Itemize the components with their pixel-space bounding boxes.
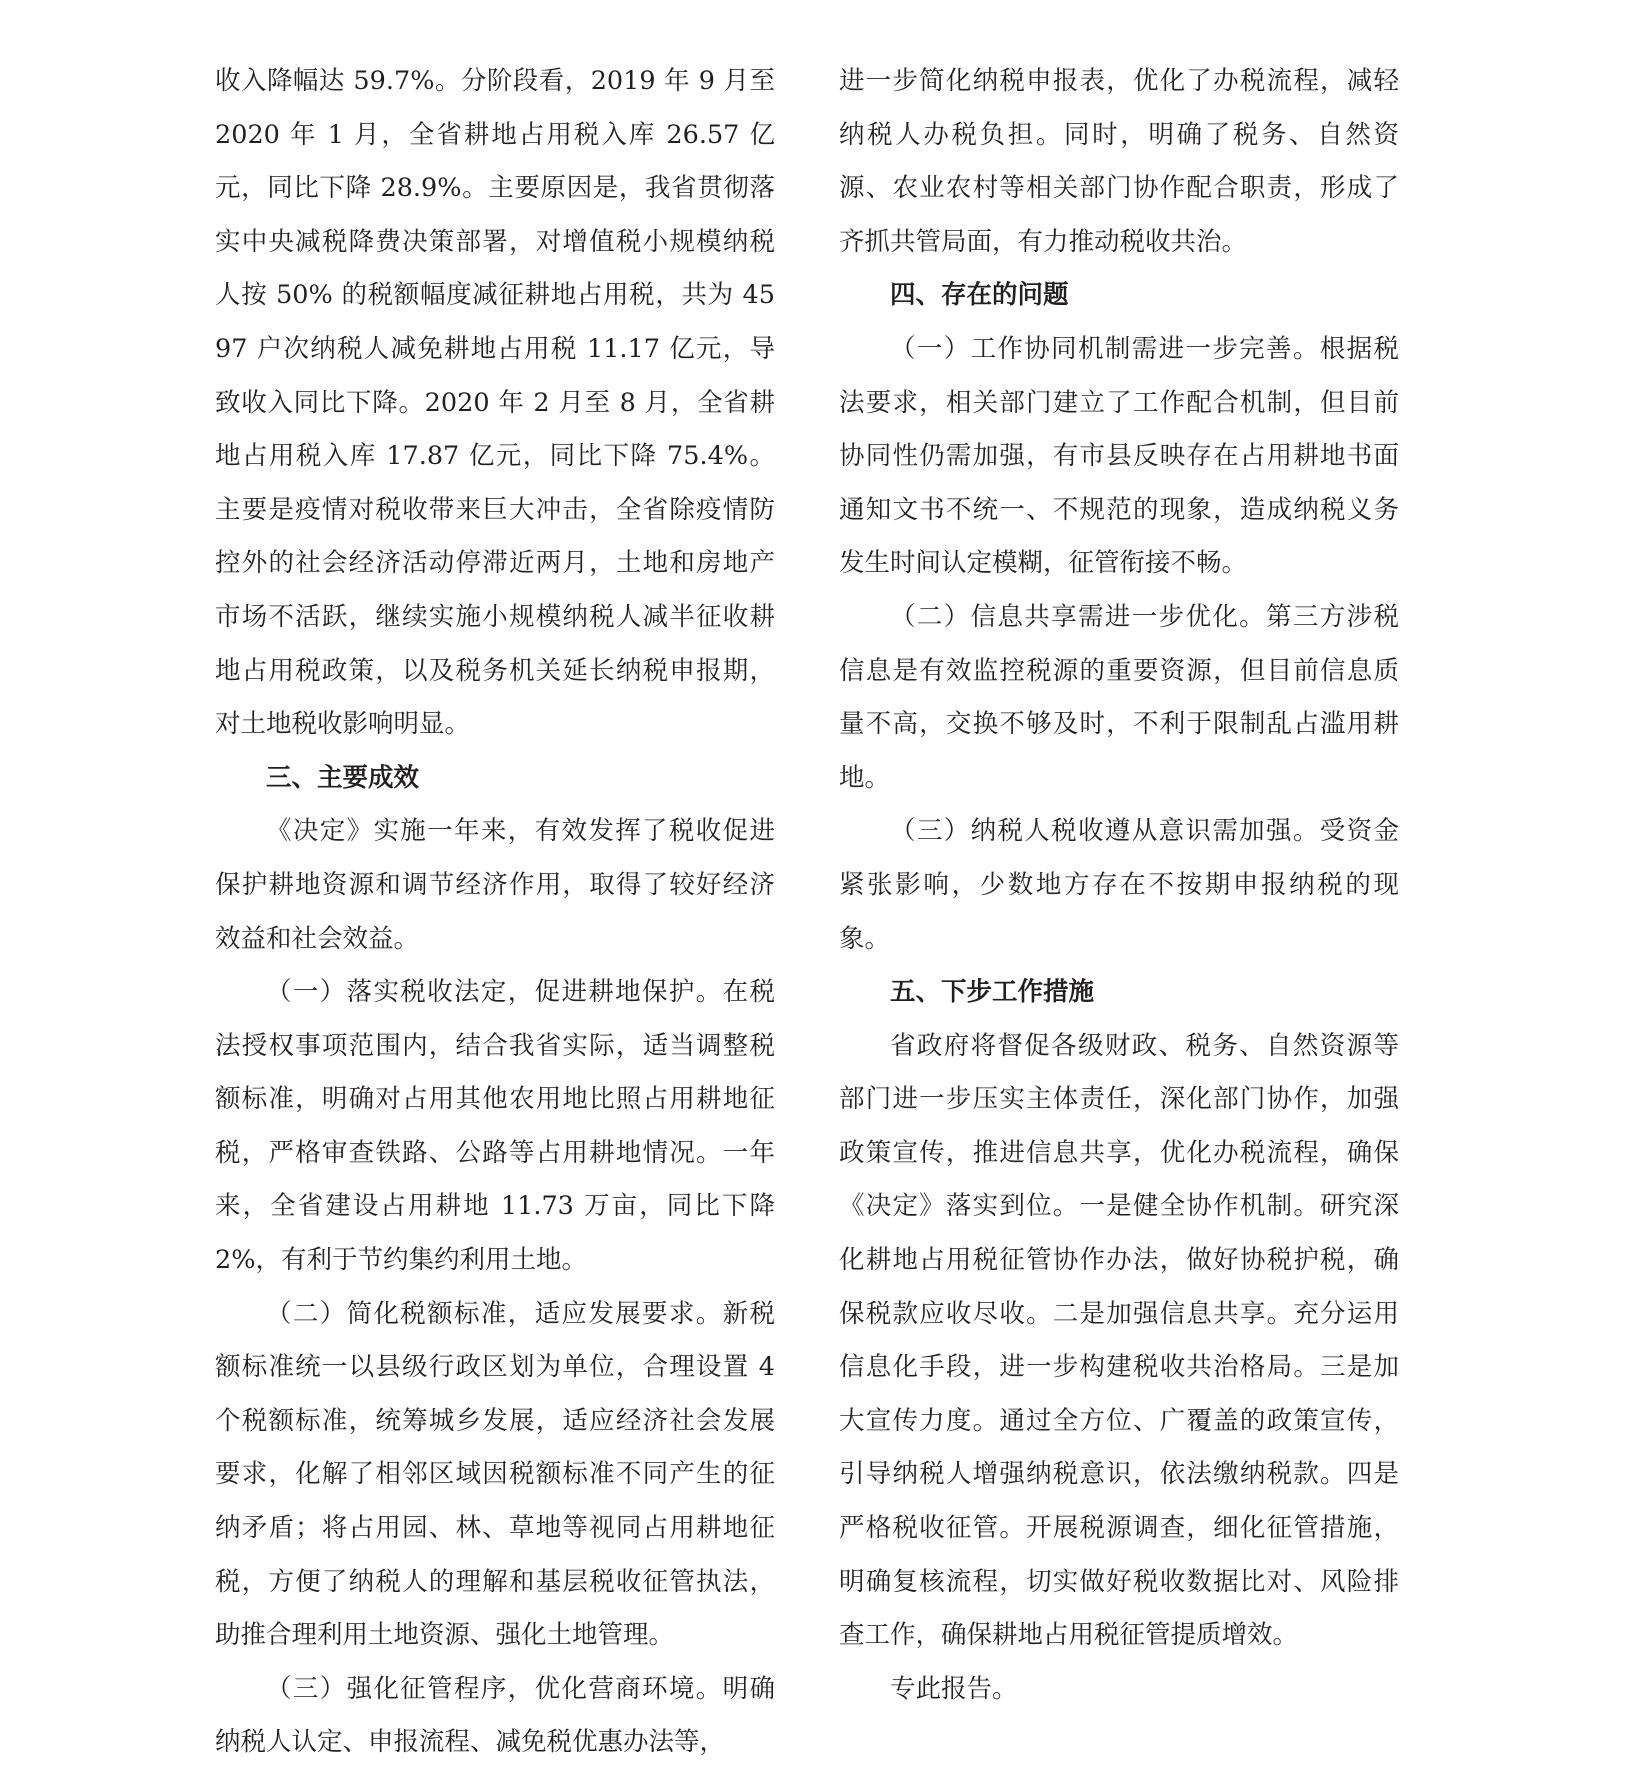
paragraph: 《决定》实施一年来，有效发挥了税收促进保护耕地资源和调节经济作用，取得了较好经济效益和社会效益。 <box>215 816 775 954</box>
section-heading: 五、下步工作措施 <box>890 977 1095 1008</box>
left-column <box>215 55 775 1770</box>
paragraph: （三）强化征管程序，优化营商环境。明确纳税人认定、申报流程、减免税优惠办法等， <box>215 1673 775 1758</box>
paragraph: （一）工作协同机制需进一步完善。根据税法要求，相关部门建立了工作配合机制，但目前协同性仍需加强，有市县反映存在占用耕地书面通知文书不统一、不规范的现象，造成纳税义务发生时间认定模糊，征管衔接不畅。 <box>839 333 1399 579</box>
closing-line: 专此报告。 <box>890 1673 1018 1704</box>
paragraph: 收入降幅达 59.7%。分阶段看，2019 年 9 月至 2020 年 1 月，全省耕地占用税入库 26.57 亿元，同比下降 28.9%。主要原因是，我省贯彻落实中央减税降费决策部署，对增值税小规模纳税人按 50% 的税额幅度减征耕地占用税，共为 4597 户次纳税人减免耕地占用税 11.17 亿元，导致收入同比下降。2020 年 2 月至 8 月，全省耕地占用税入库 17.87 亿元，同比下降 75.4%。主要是疫情对税收带来巨大冲击，全省除疫情防控外的社会经济活动停滞近两月，土地和房地产市场不活跃，继续实施小规模纳税人减半征收耕地占用税政策，以及税务机关延长纳税申报期，对土地税收影响明显。 <box>215 66 775 740</box>
section-heading: 三、主要成效 <box>266 762 420 793</box>
paragraph: （二）信息共享需进一步优化。第三方涉税信息是有效监控税源的重要资源，但目前信息质量不高，交换不够及时，不利于限制乱占滥用耕地。 <box>839 601 1399 793</box>
section-heading: 四、存在的问题 <box>890 280 1069 311</box>
paragraph: （一）落实税收法定，促进耕地保护。在税法授权事项范围内，结合我省实际，适当调整税额标准，明确对占用其他农用地比照占用耕地征税，严格审查铁路、公路等占用耕地情况。一年来，全省建设占用耕地 11.73 万亩，同比下降 2%，有利于节约集约利用土地。 <box>215 977 775 1276</box>
paragraph: （三）纳税人税收遵从意识需加强。受资金紧张影响，少数地方存在不按期申报纳税的现象。 <box>839 816 1399 954</box>
right-column <box>839 55 1399 1716</box>
paragraph: （二）简化税额标准，适应发展要求。新税额标准统一以县级行政区划为单位，合理设置 4 个税额标准，统筹城乡发展，适应经济社会发展要求，化解了相邻区域因税额标准不同产生的征纳矛盾；将占用园、林、草地等视同占用耕地征税，方便了纳税人的理解和基层税收征管执法，助推合理利用土地资源、强化土地管理。 <box>215 1298 775 1651</box>
paragraph: 进一步简化纳税申报表，优化了办税流程，减轻纳税人办税负担。同时，明确了税务、自然资源、农业农村等相关部门协作配合职责，形成了齐抓共管局面，有力推动税收共治。 <box>839 66 1399 257</box>
paragraph: 省政府将督促各级财政、税务、自然资源等部门进一步压实主体责任，深化部门协作，加强政策宣传，推进信息共享，优化办税流程，确保《决定》落实到位。一是健全协作机制。研究深化耕地占用税征管协作办法，做好协税护税，确保税款应收尽收。二是加强信息共享。充分运用信息化手段，进一步构建税收共治格局。三是加大宣传力度。通过全方位、广覆盖的政策宣传，引导纳税人增强纳税意识，依法缴纳税款。四是严格税收征管。开展税源调查，细化征管措施，明确复核流程，切实做好税收数据比对、风险排查工作，确保耕地占用税征管提质增效。 <box>839 1030 1399 1651</box>
